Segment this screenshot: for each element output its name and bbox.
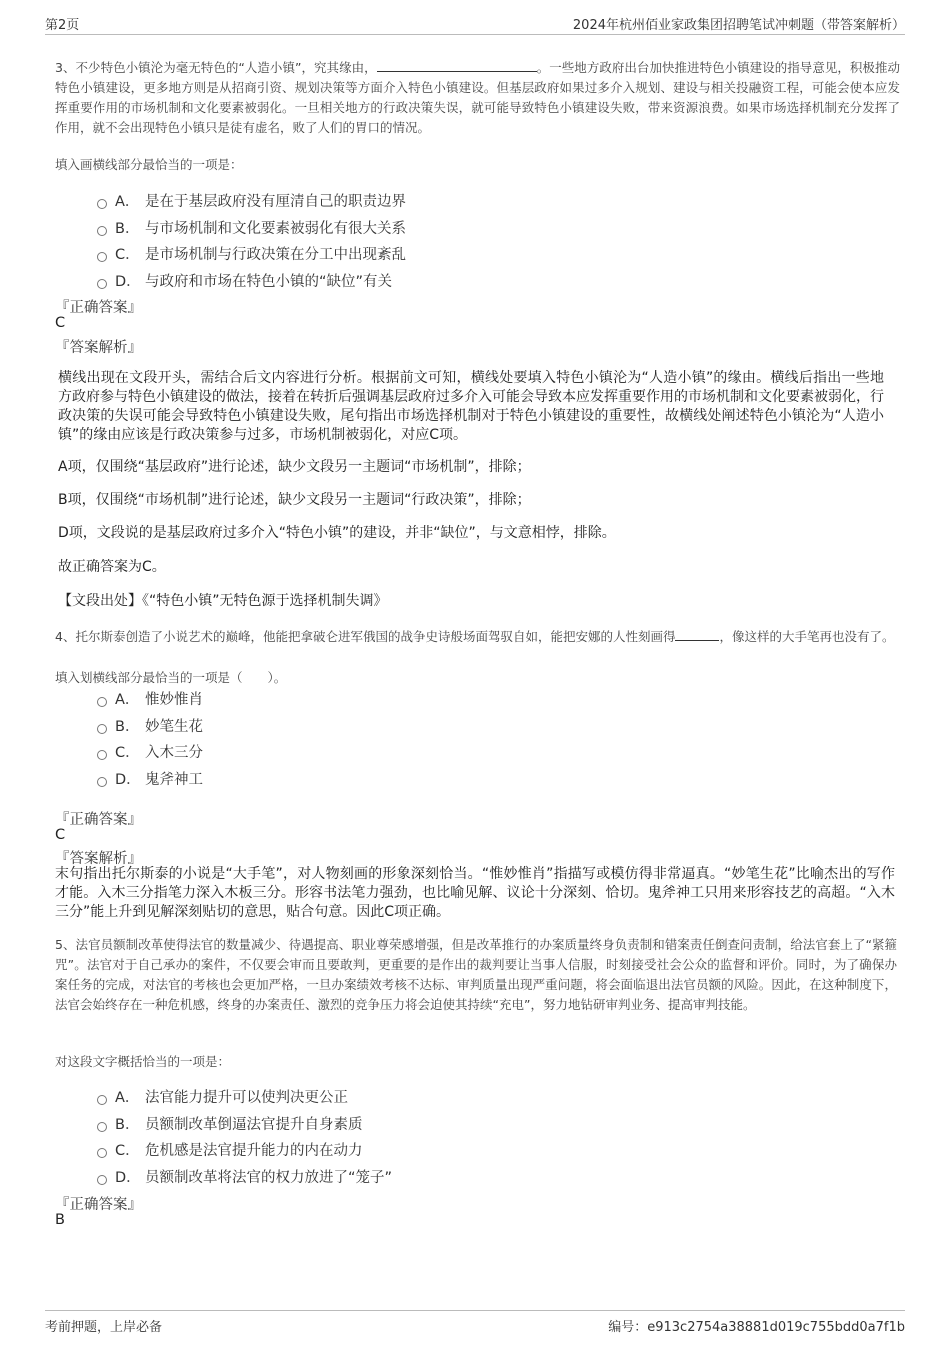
- option-a[interactable]: [97, 1086, 877, 1113]
- question-3-stem-before: 3、不少特色小镇沦为毫无特色的“人造小镇”，究其缘由，: [55, 60, 377, 75]
- option-key: A．: [115, 692, 140, 708]
- option-text: 入木三分: [145, 745, 203, 761]
- option-text: 惟妙惟肖: [145, 692, 203, 708]
- question-4-stem-after: ，像这样的大手笔再也没有了。: [719, 629, 895, 644]
- option-text: 员额制改革倒逼法官提升自身素质: [145, 1116, 363, 1133]
- radio-icon[interactable]: [97, 697, 107, 707]
- option-text: 法官能力提升可以使判决更公正: [145, 1090, 348, 1106]
- option-text: 与政府和市场在特色小镇的“缺位”有关: [145, 273, 393, 290]
- question-4-prompt: 填入划横线部分最恰当的一项是（ ）。: [55, 670, 287, 685]
- correct-answer-label: 『正确答案』: [55, 300, 142, 316]
- analysis-conclusion: 故正确答案为C。: [58, 559, 166, 575]
- option-key: D．: [115, 1169, 141, 1186]
- question-5-prompt: 对这段文字概括恰当的一项是：: [55, 1054, 231, 1069]
- analysis-item-d: D项，文段说的是基层政府过多介入“特色小镇”的建设，并非“缺位”，与文意相悖，排除。: [58, 525, 616, 541]
- radio-icon[interactable]: [97, 199, 107, 209]
- option-b[interactable]: [97, 217, 877, 244]
- document-id: 编号：e913c2754a38881d019c755bdd0a7f1b: [608, 1320, 905, 1335]
- passage-source: 【文段出处】《“特色小镇”无特色源于选择机制失调》: [58, 593, 388, 609]
- option-d[interactable]: [97, 768, 877, 795]
- option-b[interactable]: [97, 1113, 877, 1140]
- option-c[interactable]: [97, 243, 877, 270]
- option-text: 员额制改革将法官的权力放进了“笼子”: [145, 1169, 393, 1186]
- radio-icon[interactable]: [97, 777, 107, 787]
- analysis-label: 『答案解析』: [55, 340, 142, 356]
- option-text: 与市场机制和文化要素被弱化有很大关系: [145, 220, 406, 237]
- option-key: C．: [115, 247, 140, 263]
- page-footer: [45, 1310, 905, 1337]
- option-a[interactable]: [97, 190, 877, 217]
- radio-icon[interactable]: [97, 279, 107, 289]
- radio-icon[interactable]: [97, 1148, 107, 1158]
- question-5-options: [97, 1086, 877, 1192]
- analysis-item-b: B项，仅围绕“市场机制”进行论述，缺少文段另一主题词“行政决策”，排除；: [58, 492, 531, 508]
- answer-blank: [675, 628, 719, 641]
- option-key: C．: [115, 1143, 140, 1159]
- analysis-label: 『答案解析』: [55, 851, 142, 867]
- option-key: B．: [115, 718, 140, 735]
- correct-answer: C: [55, 315, 66, 331]
- option-c[interactable]: [97, 1139, 877, 1166]
- option-key: C．: [115, 745, 140, 761]
- question-3-options: [97, 190, 877, 296]
- option-key: A．: [115, 194, 140, 210]
- option-d[interactable]: [97, 270, 877, 297]
- question-3-stem: [55, 58, 900, 138]
- correct-answer: C: [55, 827, 66, 843]
- question-3-prompt: 填入画横线部分最恰当的一项是：: [55, 157, 243, 172]
- question-4-stem-before: 4、托尔斯泰创造了小说艺术的巅峰，他能把拿破仑进军俄国的战争史诗般场面驾驭自如，能把安娜的人性刻画得: [55, 629, 676, 644]
- option-text: 是在于基层政府没有厘清自己的职责边界: [145, 194, 406, 210]
- radio-icon[interactable]: [97, 1175, 107, 1185]
- radio-icon[interactable]: [97, 252, 107, 262]
- radio-icon[interactable]: [97, 1122, 107, 1132]
- answer-blank: [377, 58, 537, 72]
- option-c[interactable]: [97, 741, 877, 768]
- option-text: 妙笔生花: [145, 718, 203, 735]
- question-5-stem: 5、法官员额制改革使得法官的数量减少、待遇提高、职业尊荣感增强，但是改革推行的办案质量终身负责制和错案责任倒查问责制，给法官套上了“紧箍咒”。法官对于自己承办的案件，不仅要会审而且要敢判，更重要的是作出的裁判要让当事人信服，时刻接受社会公众的监督和评价。同时，为了确保办案任务的完成，对法官的考核也会更加严格，一旦办案绩效考核不达标、审判质量出现严重问题，将会面临退出法官员额的风险。因此，在这种制度下，法官会始终存在一种危机感，终身的办案责任、激烈的竞争压力将会迫使其持续“充电”，努力地钻研审判业务、提高审判技能。: [55, 937, 897, 1012]
- option-key: A．: [115, 1090, 140, 1106]
- option-text: 鬼斧神工: [145, 771, 203, 788]
- analysis-paragraph: 横线出现在文段开头，需结合后文内容进行分析。根据前文可知，横线处要填入特色小镇沦为“人造小镇”的缘由。横线后指出一些地方政府参与特色小镇建设的做法，接着在转折后强调基层政府过多介入可能会导致本应发挥重要作用的市场机制和文化要素被弱化，行政决策的失误可能会导致特色小镇建设失败，尾句指出市场选择机制对于特色小镇建设的重要性，故横线处阐述特色小镇沦为“人造小镇”的缘由应该是行政决策参与过多，市场机制被弱化，对应C项。: [58, 370, 884, 443]
- radio-icon[interactable]: [97, 1095, 107, 1105]
- question-4-stem: [55, 627, 895, 647]
- radio-icon[interactable]: [97, 724, 107, 734]
- page-number: 第2页: [45, 18, 80, 33]
- correct-answer-label: 『正确答案』: [55, 1197, 142, 1213]
- option-text: 危机感是法官提升能力的内在动力: [145, 1143, 363, 1159]
- analysis-item-a: A项，仅围绕“基层政府”进行论述，缺少文段另一主题词“市场机制”，排除；: [58, 459, 531, 475]
- page-header: [45, 12, 905, 35]
- question-4-options: [97, 688, 877, 794]
- option-b[interactable]: [97, 715, 877, 742]
- question-3-stem-after: 。一些地方政府出台加快推进特色小镇建设的指导意见，积极推动特色小镇建设，更多地方则是从招商引资、规划决策等方面介入特色小镇建设。但基层政府如果过多介入规划、建设与相关投融资工程，可能会使本应发挥重要作用的市场机制和文化要素被弱化。一旦相关地方的行政决策失误，就可能导致特色小镇建设失败，带来资源浪费。如果市场选择机制充分发挥了作用，就不会出现特色小镇只是徒有虚名，败了人们的胃口的情况。: [55, 60, 900, 135]
- option-key: B．: [115, 1116, 140, 1133]
- document-title: 2024年杭州佰业家政集团招聘笔试冲刺题（带答案解析）: [572, 18, 905, 33]
- option-text: 是市场机制与行政决策在分工中出现紊乱: [145, 247, 406, 263]
- option-d[interactable]: [97, 1166, 877, 1193]
- correct-answer: B: [55, 1212, 65, 1228]
- analysis-paragraph: 末句指出托尔斯泰的小说是“大手笔”，对人物刻画的形象深刻恰当。“惟妙惟肖”指描写或模仿得非常逼真。“妙笔生花”比喻杰出的写作才能。入木三分指笔力深入木板三分。形容书法笔力强劲，也比喻见解、议论十分深刻、恰切。鬼斧神工只用来形容技艺的高超。“入木三分”能上升到见解深刻贴切的意思，贴合句意。因此C项正确。: [55, 866, 895, 920]
- option-key: B．: [115, 220, 140, 237]
- radio-icon[interactable]: [97, 226, 107, 236]
- option-a[interactable]: [97, 688, 877, 715]
- radio-icon[interactable]: [97, 750, 107, 760]
- option-key: D．: [115, 273, 141, 290]
- correct-answer-label: 『正确答案』: [55, 812, 142, 828]
- footer-slogan: 考前押题，上岸必备: [45, 1320, 163, 1335]
- option-key: D．: [115, 771, 141, 788]
